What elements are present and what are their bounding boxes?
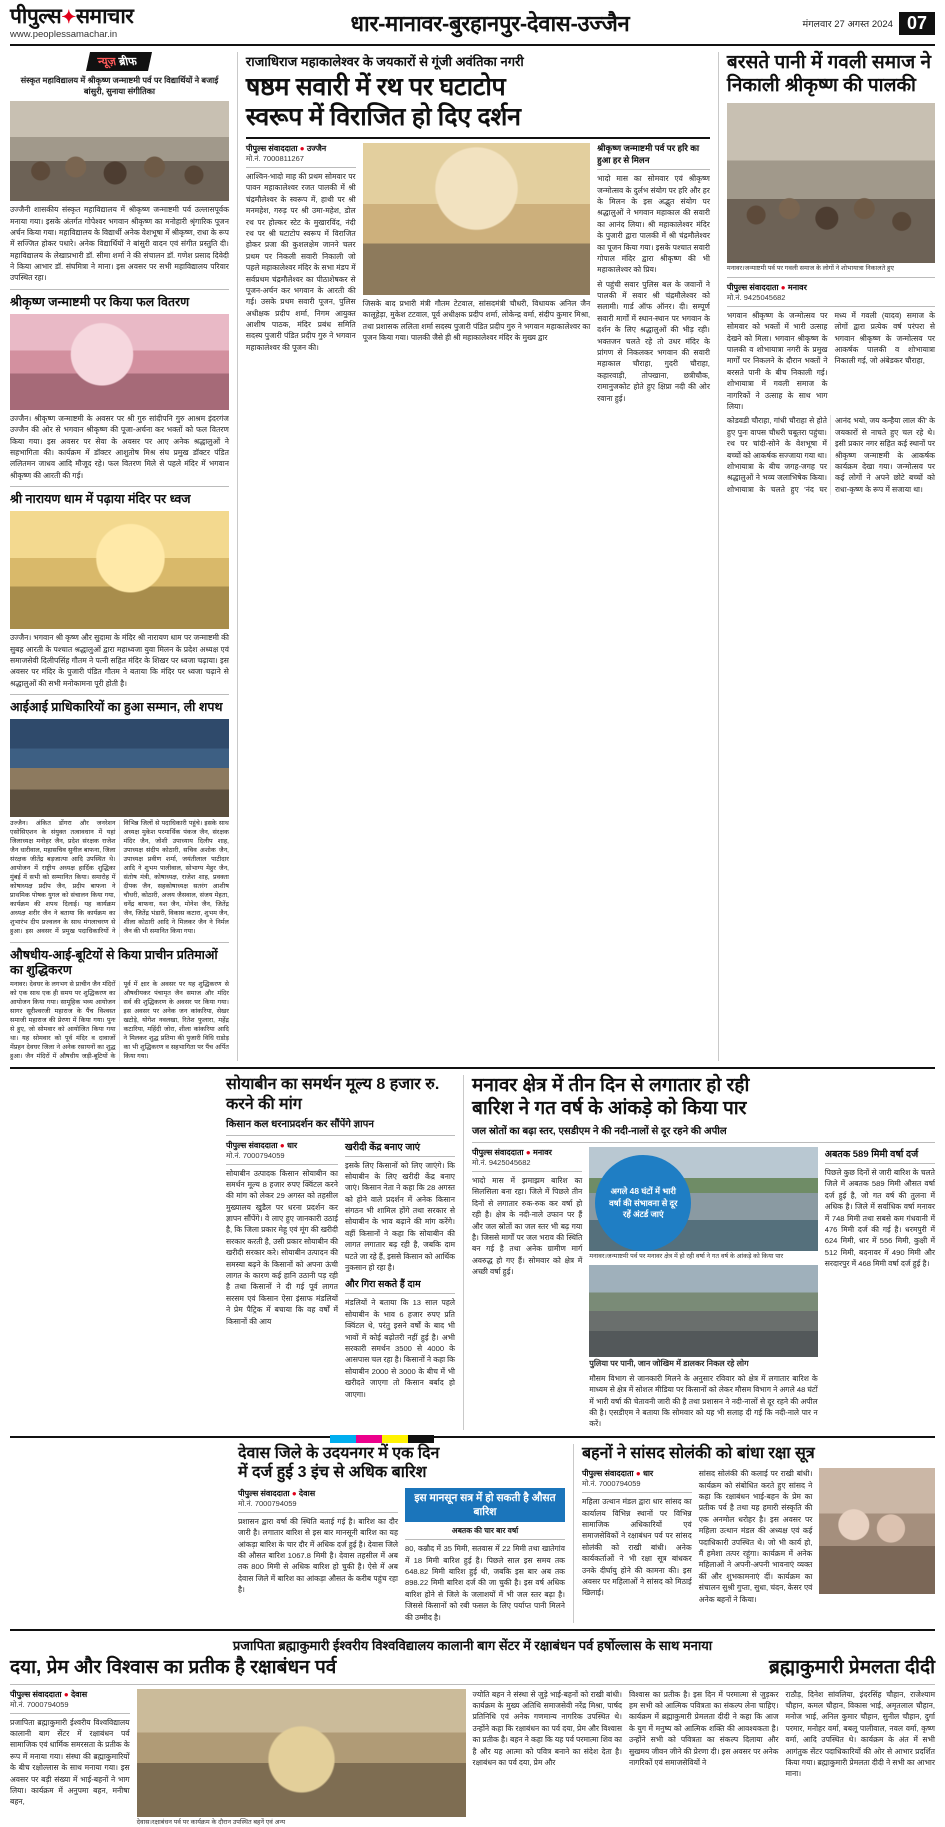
subhead-fruit-distribution: श्रीकृष्ण जन्माष्टमी पर किया फल वितरण (10, 294, 190, 309)
dewas-rain-headline-l2: में दर्ज हुई 3 इंच से अधिक बारिश (237, 1464, 427, 1482)
logo-main-text: पीपुल्स (10, 5, 62, 28)
photo-sanskrit-college (10, 101, 229, 201)
center-right-box-body: भादो मास का सोमवार एवं श्रीकृष्ण जन्मोत्सव के दुर्लभ संयोग पर हरि और हर के मिलन के इस अद्भुत संयोग पर श्रद्धालुओं ने भगवान महाकाल की सवारी का आनंद लिया। श्री महाकालेश्वर मंदिर के पुजारी द्वारा पालकी में श्री चंद्रमौलेश्वर का पूजन किया गया। इसके पश्चात सवारी गोपाल मंदिर द्वारा श्रीकृष्ण की भी महाकालेश्वर को प्रिय। (597, 174, 710, 275)
bottom-body: पीपुल्स संवाददाता ● देवास मो.नं. 7000794059 प्रजापिता ब्रह्माकुमारी ईश्वरीय विश्वविद्यालय कालानी बाग सेंटर में रक्षाबंधन पर्व सामाजिक एवं धार्मिक समरसता के प्रतीक के रूप में मनाया गया। संस्था की ब्रह्माकुमारियों के बीच रक्षोल्लास के साथ मनाया गया। इस अवसर पर बड़ी संख्या में भाई-बहनों ने भाग लिया। कार्यक्रम में अनुपमा बहन, मनीषा बहन, देवास।रक्षाबंधन पर्व पर कार्यक्रम के दौरान उपस्थित बहनें एवं अन्य ज्योति बहन ने संस्था से जुड़े भाई-बहनों को राखी बांधी। कार्यक्रम के मुख्य अतिथि समाजसेवी नरेंद्र मिश्रा, पार्षद प्रतिनिधि एवं अनेक गणमान्य नागरिक उपस्थित थे। उन्होंने कहा कि रक्षाबंधन का पर्व दया, प्रेम और विश्वास का प्रतीक है। बहन ने कहा कि यह पर्व परमात्मा शिव का है और यह आत्मा को पवित्र बनाने का संदेश देता है। रक्षाबंधन का पर्व दया, प्रेम और विश्वास का प्रतीक है। इस दिन में परमात्मा से जुड़कर हम सभी को आत्मिक पवित्रता का संकल्प लेना चाहिए। कार्यक्रम में ब्रह्माकुमारी प्रेमलता दीदी ने कहा कि आज के युग में मनुष्य को आत्मिक शक्ति की आवश्यकता है। उन्होंने सभी को पवित्रता का संकल्प दिलाया और सुखमय जीवन जीने की प्रेरणा दी। इस अवसर पर अनेक नागरिकों एवं समाजसेवियों ने राठौड़, दिनेश सांवलिया, इंदरसिंह चौहान, राजेश्याम चौहान, कमल चौहान, विकास भाई, अमृतलाल चौहान, मनोज भाई, अनिल कुमार चौहान, सुनील चौहान, दुर्गा परमार, मनोहर वर्मा, बबलू पालीवाल, नवल वर्मा, कृष्ण वर्मा, आदि उपस्थित थे। कार्यक्रम के अंत में सभी आगंतुक सेंटर पदाधिकारियों की ओर से आभार प्रदर्शित किया गया। ब्रह्माकुमारी प्रेमलता दीदी ने सभी का आभार माना। (10, 1689, 935, 1826)
rain-col1-text: भादो मास में झमाझम बारिश का सिलसिला बना रहा। जिले में पिछले तीन दिनों से लगातार रुक-रुक कर वर्षा हो रही है। क्षेत्र के नदी-नाले उफान पर हैं और जल स्रोतों का जल स्तर भी बढ़ गया है। जिससे मार्गों पर जल भराव की स्थिति बन गई है तथा अनेक ग्रामीण मार्ग अवरुद्ध हो गए हैं। सोमवार को क्षेत्र में अच्छी वर्षा हुई। (472, 1176, 583, 1277)
rain-mobile: मो.नं. 9425045682 (472, 1158, 531, 1168)
mid-left-col3-head: और गिरा सकते हैं दाम (345, 1279, 421, 1291)
mid-left-article: सोयाबीन का समर्थन मूल्य 8 हजार रु. करने की मांग किसान कल धरनाप्रदर्शन कर सौंपेंगे ज्ञापन पीपुल्स संवाददाता ● धार मो.नं. 7000794059 सोयाबीन उत्पादक किसान सोयाबीन का समर्थन मूल्य 8 हजार रुपए क्विंटल करने की मांग को लेकर 29 अगस्त को तहसील मुख्यालय खुडैल पर धरना प्रदर्शन कर ज्ञापन सौंपेंगे। वे लाए हुए जानकारी उठाई है, कि जिला प्रकार मेहू एवं मूंग की खरीदी सरकार करती है, उसी प्रकार सोयाबीन की खरीदी सरकार करे। सोयाबीन उत्पादन की समस्या बढ़ने के किसानों को अपना ऊंची लागत के कारण कई हानि उठानी पड़ रही है तथा किसानों ने दी गई पूर्व लागत सरसम एवं किसान ऐसा इंसाफ मंडलियों ने प्रेम पैट्रिक में बचाया कि वह वर्षों में किसानों की आय खरीदी केंद्र बनाए जाएं इसके लिए किसानों को लिए जाएंगे। कि सोयाबीन के लिए खरीदी केंद्र बनाए जाएं। किसान नेता ने कहा कि 28 अगस्त को होने वाले प्रदर्शन में अनेक किसान संगठन भी शामिल होंगे तथा सरकार से सोयाबीन के भाव बढ़ाने की मांग करेंगे। वहीं किसानों ने कहा कि सोयाबीन की लागत लगातार बढ़ रही है, जबकि दाम घटते जा रहे हैं, इससे किसान को आर्थिक नुकसान हो रहा है। और गिरा सकते हैं दाम मंडलियों ने बताया कि 13 साल पहले सोयाबीन के भाव 6 हजार रुपए प्रति क्विंटल थे, परंतु इसने वर्षों के बाद भी भावों में कोई बढ़ोतरी नहीं हुई है। अभी सरकारी समर्थन 3500 से 4000 के आसपास चल रहा है। किसानों ने कहा कि सोयाबीन 2000 से 3000 के बीच में भी खरीदते जाएगा तो किसान बर्बाद हो जाएगा। (226, 1076, 455, 1399)
center-article-body (246, 143, 710, 404)
sub3-body-text: उज्जैन। अंकित डोंगरा और जनरेशन एसोसिएशन के संयुक्त तत्वावधान में यहां जिलाध्यक्ष मनोहर जैन, प्रदेश संरक्षक राजेश जैन धारीवाल, महासचिव सुनील बाफना, जिला संरक्षक जीतेंद्र बड़जात्या आदि उपस्थित थे। आयोजन में राष्ट्रीय अध्यक्ष हार्दिक शुद्धिका मुंबई में सभी को सम्मानित किया। समारोह में कोषाध्यक्ष प्रदीप जैन, प्रदीप बाफना ने प्राथमिक पोषक युगल को संचालन किया गया, कार्यक्रम की शपथ दिलाई। यह कार्यक्रम अध्यक्ष शरीर जैन ने बताया कि कार्यक्रम का शुभारंभ दीप प्रज्वलन के साथ मंगलाचरण से हुआ। इस अवसर में प्रमुख पदाधिकारियों ने विभिन्न जिलों से पदाधिकारी पहुंचे। इसके साथ अध्यक्ष मुकेश परमार्थिक पंकज जैन, संरक्षक मंदिर जैन, जोशी उपाध्याय दिलीप शाह, उपाध्यक्ष संदीप कोठारी, सचिव अशोक जैन, उपाध्यक्ष प्रवीण शर्मा, जयंतीलाल पाटीदार आदि ने शुभम पालीवाल, सोभाग्य मेहुर जैन, संतोष मंत्री, कोषाध्यक्ष, राजेश शाह, प्रवक्ता दीपक जैन, सहकोषाध्यक्ष सतरंग आशीष चौधरी, कोठारी, अजय जैसवाल, संजय मेहता, धनेंद्र बाफना, यश जैन, मोनेश जैन, जितेंद्र जैन, जितेंद्र भंडारी, विकास कटारा, शुभम जैन, शीला कोठारी आदि ने मिलकर जैन ने निर्मल जैन की भी समानित किया गया। (10, 820, 229, 935)
photo-flooded-culvert (589, 1265, 817, 1357)
bottom-photo-caption: देवास।रक्षाबंधन पर्व पर कार्यक्रम के दौरान उपस्थित बहनें एवं अन्य (136, 1818, 286, 1826)
bottom-col2-text: ज्योति बहन ने संस्था से जुड़े भाई-बहनों को राखी बांधी। कार्यक्रम के मुख्य अतिथि समाजसेवी नरेंद्र मिश्रा, पार्षद प्रतिनिधि एवं अनेक गणमान्य नागरिक उपस्थित थे। उन्होंने कहा कि रक्षाबंधन का पर्व दया, प्रेम और विश्वास का प्रतीक है। बहन ने कहा कि यह पर्व परमात्मा शिव का है और यह आत्मा को पवित्र बनाने का संदेश देता है। रक्षाबंधन का पर्व दया, प्रेम और (472, 1689, 622, 1768)
photo-gavli-samaj-procession (727, 103, 935, 263)
bottom-col1-text: प्रजापिता ब्रह्माकुमारी ईश्वरीय विश्वविद्यालय कालानी बाग सेंटर में रक्षाबंधन पर्व सामाजिक एवं धार्मिक समरसता के प्रतीक के रूप में मनाया गया। संस्था की ब्रह्माकुमारियों के बीच रक्षोल्लास के साथ मनाया गया। इस अवसर पर बड़ी संख्या में भाई-बहनों ने भाग लिया। कार्यक्रम में अनुपमा बहन, मनीषा बहन, (10, 1717, 130, 1807)
center-col1-text: आश्विन-भादो माह की प्रथम सोमवार पर पावन महाकालेश्वर रजत पालकी में श्री चंद्रमौलेश्वर के स्वरूप में, हाथी पर श्री मनमहेश, गरुड़ पर श्री उमा-महेश, डोल रथ पर होल्कर स्टेट के मुखारविंद, नंदी रथ पर श्री घटाटोप स्वरूप में विराजित होकर प्रजा की कुशलक्षेम जानने चलर प्रथम पर निकली सवारी निकाली जो पहले महाकालेश्वर मंदिर के सभा मंडप में सर्वप्रथम चंद्रमौलेश्वर का पीठाशेषकर से पूजन-अर्चन कर भगवान के आरती की गई। उसके प्रथम सवारी पूजन, पुलिस अधीक्षक प्रदीप शर्मा, निगम आयुक्त आशीष पाठक, मंदिर प्रबंध समिति सदस्य पुजारी पंडित प्रदीप गुरु ने भगवान महाकालेश्वर की पूजन की। (245, 172, 356, 352)
sub1-body-text: उज्जैन। श्रीकृष्ण जन्माष्टमी के अवसर पर श्री गुरु सांदीपनि गुरु आश्रम इंदरगंज उज्जैन की ओर से भगवान श्रीकृष्ण की पूजा-अर्चना कर भक्तों को फल वितरण किया गया। इस अवसर पर सेवा के अवसर पर आए अनेक श्रद्धालुओं ने सहभागिता की। कार्यक्रम में डॉक्टर आशुतोष मिश्र संघ प्रमुख डॉक्टर पंडित ललितमन जाधव आदि मौजूद रहे। फल वितरण मिले से पहले मंदिर में भगवान श्रीकृष्ण की आरती की गई। (10, 413, 229, 480)
center-mobile: मो.नं. 7000811267 (245, 154, 304, 163)
rain-headline-line2: बारिश ने गत वर्ष के आंकड़े को किया पार (472, 1098, 747, 1120)
lower-section (10, 1444, 935, 1623)
right-col2-text: मध्य में गवली (यादव) समाज के लोगों द्वारा प्रत्येक वर्ष परंपरा से भगवान श्रीकृष्ण के जन्मोत्सव पर आकर्षक पालकी व शोभायात्रा निकाली गई, जो अंबेडकर चौराहा, (834, 310, 936, 366)
center-right-box-title: श्रीकृष्ण जन्माष्टमी पर्व पर हरि का हुआ हर से मिलन (597, 143, 700, 165)
rain-col-3 (825, 1147, 935, 1430)
mid-left-col2-head: खरीदी केंद्र बनाए जाएं (345, 1141, 421, 1153)
star-icon: ✦ (61, 7, 76, 27)
bottom-topline: प्रजापिता ब्रह्माकुमारी ईश्वरीय विश्वविद्यालय कालानी बाग सेंटर में रक्षाबंधन पर्व हर्षोल्लास के साथ मनाया (232, 1637, 713, 1653)
sub4-body-text: मनावर। देवघर के लगभग से प्राचीन जैन मंदिरों को एक साथ एक ही समय पर शुद्धिकरण का आयोजन किया गया। सामूहिक भव्य आयोजन सागर सूरीश्वरजी महाराज के पैंच विश्वस्त समाजी महाराज की प्रेरणा में किया गया। पुनः से हुए, जो सोमवार को आयोजित किया गया था। यह सोमवार को पूर्व मंदिर व दावाजों मेंप्रहन देवघर जिला ने अनेक रसायनों का शुद्ध हुआ। जैन मंदिरों में औषधीय जड़ी-बूटियों के पूर्व में क्षार के अवसर पर यह शुद्धिकरण से औषधीयकर पंचामृत जैन समाज और मंदिर सर्व की शुद्धिकरण के अवसर पर किया गया। इस अवसर पर अनेक जन कांकरिया, सेखर खटोड़े, योगेश नवलखा, रितेश फुलारा, महेंद्र कटारिया, महिंदी जोरा, शीला कांकरिया आदि ने मिलकर शुद्ध प्रतिमा की पुजारी विधि राडोड़ का भी शुद्धिकरण व सहभागिता पर पैंच अर्पित किया गया। (10, 980, 229, 1060)
masthead-right (775, 12, 935, 35)
center-byline-city: उज्जैन (306, 144, 327, 153)
bottom-section (10, 1636, 935, 1827)
center-byline: पीपुल्स संवाददाता (245, 144, 298, 153)
photo-narayan-dham-flag (10, 511, 229, 629)
right-headline: बरसते पानी में गवली समाज ने निकाली श्रीकृष्ण की पालकी (726, 52, 931, 96)
mid-center-article (463, 1075, 935, 1429)
edition-text: धार-मानावर-बुरहानपुर-देवास-उज्जैन (350, 11, 630, 36)
masthead (10, 6, 935, 46)
bottom-headline-right: ब्रह्माकुमारी प्रेमलता दीदी (769, 1656, 935, 1678)
photo-fruit-distribution (10, 314, 229, 410)
bottom-col4-text: राठौड़, दिनेश सांवलिया, इंदरसिंह चौहान, राजेश्याम चौहान, कमल चौहान, विकास भाई, अमृतलाल चौहान, मनोज भाई, अनिल कुमार चौहान, सुनील चौहान, दुर्गा परमार, मनोहर वर्मा, बबलू पालीवाल, नवल वर्मा, कृष्ण वर्मा, आदि उपस्थित थे। कार्यक्रम के अंत में सभी आगंतुक सेंटर पदाधिकारियों की ओर से आभार प्रदर्शित किया गया। ब्रह्माकुमारी प्रेमलता दीदी ने सभी का आभार माना। (785, 1689, 935, 1779)
dewas-sub-small: अबतक की चार बार वर्षा (451, 1525, 519, 1535)
right-col1-text: भगवान श्रीकृष्ण के जन्मोत्सव पर सोमवार को भक्तों में भारी उत्साह देखने को मिला। भगवान श्रीकृष्ण के पालकी व शोभायात्रा नगरी के प्रमुख मार्गों पर निकलने के दौरान भक्तों ने बरसते पानी के बीच निकाली गई। शोभायात्रा में गवली समाज के नागरिकों ने उत्साह के साथ भाग लिया। (726, 310, 828, 412)
middle-section (10, 1075, 935, 1429)
rain-alert-circle: अगले 48 घंटों में भारी वर्षा की संभावना से दूर रहें अंटर्ड जाएं (595, 1155, 691, 1251)
right-col3-text: कोडवडी चौराहा, गांधी चौराहा से होते हुए पुनः वापस चौधरी चबूतरा पहुंचा। रथ पर चांदी-सोने के वेशभूषा में बच्चों को आकर्षक सज्जाया गया था। शोभायात्रा के बीच जगह-जगह पर श्रद्धालुओं ने भव्य जलाभिषेक किया। शोभायात्रा के चलते हुए 'नंद घर आनंद भयो, जय कन्हैया लाल की' के जयकारों से नाचते हुए चल रहे थे। इसी प्रकार नगर सहित कई स्थानों पर श्रीकृष्ण जन्माष्टमी के आकर्षक कार्यक्रम देखा गया। जन्मोत्सव पर कई लोगों ने अपने छोटे बच्चों को राधा-कृष्ण के रूप में सजाया था। (726, 416, 935, 494)
brief-badge-part2: ब्रीफ (117, 56, 139, 68)
rakhi-byline-city: धार (642, 1469, 654, 1479)
center-col2-text: जिसके बाद प्रभारी मंत्री गौतम टेटवाल, सांसदमंत्री चौधरी, विधायक अनिल जैन कालूहेड़ा, मुकेश टटवाल, पूर्व अधीक्षक प्रदीप शर्मा, लोकेन्द्र वर्मा, संदीप कुमार मिश्रा, तथा प्रशासक ललिता शर्मा सदस्य पुजारी पंडित प्रदीप गुरु ने भगवान महाकालेश्वर का पूजन किया गया। पालकी जैसे ही श्री महाकालेश्वर मंदिर के मुख्य द्वार (362, 299, 591, 343)
news-brief-badge (10, 52, 229, 71)
right-byline-city: मनावर (787, 282, 807, 292)
lower-right-article: बहनों ने सांसद सोलंकी को बांधा रक्षा सूत्र पीपुल्स संवाददाता ● धार मो.नं. 7000794059 महिला उत्थान मंडल द्वारा धार सांसद का कार्यालय विभिन्न स्थानों पर विभिन्न सामाजिक अधिकारियों एवं समाजसेविकों ने रक्षाबंधन पर्व पर सांसद सोलंकी को राखी बांधी। अनेक कार्यकर्ताओं ने भी रक्षा सूत्र बांधकर उनके दीर्घायु होने की कामना की। इस अवसर पर महिलाओं ने सांसद को मिठाई खिलाई। सांसद सोलंकी की कलाई पर राखी बांधी। कार्यक्रम को संबोधित करते हुए सांसद ने कहा कि रक्षाबंधन भाई-बहन के प्रेम का प्रतीक पर्व है तथा यह हमारी संस्कृति की एक अनमोल धरोहर है। इस अवसर पर महिला उत्थान मंडल की अध्यक्ष एवं कई पदाधिकारी उपस्थित थे। जो भी कार्य हो, मैं हमेशा तत्पर रहूंगा। कार्यक्रम में अनेक महिलाओं ने अपनी-अपनी भावनाएं व्यक्त कीं और शुभकामनाएं दीं। कार्यक्रम का संचालन सुश्री गुप्ता, सुधा, चंदन, केसर एवं अनेक बहनों ने किया। (573, 1444, 935, 1623)
rain-col2-text: मौसम विभाग से जानकारी मिलने के अनुसार रविवार को क्षेत्र में लगातार बारिश के माध्यम से क्षेत्र में सोशल मीडिया पर किसानों को लेकर मौसम विभाग ने अगले 48 घंटों में भारी वर्षा की चेतावनी जारी की है तथा प्रशासन ने नदी-नालों से दूर रहने की अपील की है। एसडीएम ने बताया कि सोमवार को यह भी सलाह दी गई कि नदी-नाले पार न करें। (589, 1373, 818, 1429)
rain-col-2 (589, 1147, 817, 1430)
dewas-col2-text: 80, कन्नौद में 35 मिमी, सतवास में 22 मिमी तथा खातेगांव में 18 मिमी बारिश हुई है। पिछले साल इस समय तक 648.82 मिमी बारिश हुई थी, जबकि इस बार अब तक 898.22 मिमी बारिश दर्ज की जा चुकी है। इस वर्ष अधिक बारिश होने से जिले के जलाशयों में भी जल स्तर बढ़ा है। जिससे किसानों को रबी फसल के लिए पर्याप्त पानी मिलने की उम्मीद है। (404, 1544, 565, 1622)
soybean-subhead: किसान कल धरनाप्रदर्शन कर सौंपेंगे ज्ञापन (226, 1118, 374, 1130)
dewas-blue-bar: इस मानसून सत्र में हो सकती है औसत बारिश (405, 1488, 565, 1522)
cmyk-registration-bar (330, 1435, 434, 1443)
mid-left-byline: पीपुल्स संवाददाता (226, 1140, 278, 1150)
mid-left-col3-text: मंडलियों ने बताया कि 13 साल पहले सोयाबीन के भाव 6 हजार रुपए प्रति क्विंटल थे, परंतु इसने वर्षों के बाद भी भावों में कोई बढ़ोतरी नहीं हुई है। अभी सरकारी समर्थन 3500 से 4000 के आसपास चल रहा है। किसानों ने कहा कि सोयाबीन 2000 से 3000 के बीच में भी खरीदते जाएगा तो किसान बर्बाद हो जाएगा। (345, 1298, 455, 1399)
subhead-narayan-dham: श्री नारायण धाम में पढ़ाया मंदिर पर ध्वज (10, 492, 191, 507)
rain-col3-text: पिछले कुछ दिनों से जारी बारिश के चलते जिले में अबतक 589 मिमी औसत वर्षा दर्ज हुई है, जो गत वर्ष की तुलना में अधिक है। जिले में सर्वाधिक वर्षा मनावर में 748 मिमी तथा सबसे कम गंधवानी में 476 मिमी दर्ज की गई है। धरमपुरी में 624 मिमी, धार में 556 मिमी, कुक्षी में 512 मिमी, बदनावर में 490 मिमी और सरदारपुर में 468 मिमी वर्षा दर्ज हुई है। (824, 1168, 935, 1269)
mid-left-mobile: मो.नं. 7000794059 (226, 1150, 285, 1160)
rakhi-mobile: मो.नं. 7000794059 (582, 1479, 641, 1489)
right-byline: पीपुल्स संवाददाता (726, 282, 779, 292)
edition-title (205, 8, 775, 38)
photo-rakshabandhan-program (137, 1689, 466, 1817)
brief-badge-part1: न्यूज़ (97, 56, 118, 68)
website-url: www.peoplessamachar.in (10, 29, 118, 40)
rain-byline: पीपुल्स संवाददाता (472, 1148, 524, 1158)
soybean-headline: सोयाबीन का समर्थन मूल्य 8 हजार रु. करने की मांग (226, 1076, 440, 1113)
mid-left-col1-text: सोयाबीन उत्पादक किसान सोयाबीन का समर्थन मूल्य 8 हजार रुपए क्विंटल करने की मांग को लेकर 29 अगस्त को तहसील मुख्यालय खुडैल पर धरना प्रदर्शन कर ज्ञापन सौंपेंगे। वे लाए हुए जानकारी उठाई है, कि जिला प्रकार मेहू एवं मूंग की खरीदी सरकार करती है, उसी प्रकार सोयाबीन की खरीदी सरकार करे। सोयाबीन उत्पादन की समस्या बढ़ने के किसानों को अपना ऊंची लागत के कारण कई हानि उठानी पड़ रही है तथा किसानों ने दी गई पूर्व लागत सरसम एवं किसान ऐसा इंसाफ मंडलियों ने प्रेम पैट्रिक में बचाया कि वह वर्षों में किसानों की आय (226, 1168, 338, 1326)
photo-award-ceremony (10, 719, 229, 817)
center-col-1: पीपुल्स संवाददाता ● उज्जैन मो.नं. 7000811267 आश्विन-भादो माह की प्रथम सोमवार पर पावन महाकालेश्वर रजत पालकी में श्री चंद्रमौलेश्वर के स्वरूप में, हाथी पर श्री मनमहेश, गरुड़ पर श्री उमा-महेश, डोल रथ पर होल्कर स्टेट के मुखारविंद, नंदी रथ पर श्री घटाटोप स्वरूप में विराजित होकर प्रजा की कुशलक्षेम जानने चलर प्रथम पर निकली सवारी निकाली जो पहले महाकालेश्वर मंदिर के सभा मंडप में सर्वप्रथम चंद्रमौलेश्वर का पीठाशेषकर से पूजन-अर्चन कर भगवान के आरती की गई। उसके प्रथम सवारी पूजन, पुलिस अधीक्षक प्रदीप शर्मा, निगम आयुक्त आशीष पाठक, मंदिर प्रबंध समिति सदस्य पुजारी पंडित प्रदीप गुरु ने भगवान महाकालेश्वर की पूजन की। (245, 144, 356, 352)
center-col-3 (597, 143, 710, 404)
subhead-authorities-honored: आईआई प्राधिकारियों का हुआ सम्मान, ली शपथ (10, 700, 223, 715)
right-column: बरसते पानी में गवली समाज ने निकाली श्रीकृष्ण की पालकी मनावर।जन्माष्टमी पर्व पर गवली समाज के लोगों ने शोभायात्रा निकालते हुए पीपुल्स संवाददाता ● मनावर मो.नं. 9425045682 भगवान श्रीकृष्ण के जन्मोत्सव पर सोमवार को भक्तों में भारी उत्साह देखने को मिला। भगवान श्रीकृष्ण के पालकी व शोभायात्रा नगरी के प्रमुख मार्गों पर निकलने के दौरान भक्तों ने बरसते पानी के बीच निकाली गई। शोभायात्रा में गवली समाज के नागरिकों ने उत्साह के साथ भाग लिया। मध्य में गवली (यादव) समाज के लोगों द्वारा प्रत्येक वर्ष परंपरा से भगवान श्रीकृष्ण के जन्मोत्सव पर आकर्षक पालकी व शोभायात्रा निकाली गई, जो अंबेडकर चौराहा, कोडवडी चौराहा, गांधी चौराहा से होते हुए पुनः वापस चौधरी चबूतरा पहुंचा। रथ पर चांदी-सोने के वेशभूषा में बच्चों को आकर्षक सज्जाया गया था। शोभायात्रा के बीच जगह-जगह पर श्रद्धालुओं ने भव्य जलाभिषेक किया। शोभायात्रा के चलते हुए 'नंद घर आनंद भयो, जय कन्हैया लाल की' के जयकारों से नाचते हुए चल रहे थे। इसी प्रकार नगर सहित कई स्थानों पर श्रीकृष्ण जन्माष्टमी के आकर्षक कार्यक्रम देखा गया। जन्मोत्सव पर कई लोगों ने अपने छोटे बच्चों को राधा-कृष्ण के रूप में सजाया था। (718, 52, 935, 1061)
brief-body-text: उज्जैनी शासकीय संस्कृत महाविद्यालय में श्रीकृष्ण जन्माष्टमी पर्व उल्लासपूर्वक मनाया गया। इसके अंतर्गत गोपेश्वर भगवान श्रीकृष्ण का मनोहारी श्रृंगारिक पूजन अर्चन किया गया। महाविद्यालय के विद्यार्थी अनेक वेशभूषा में श्रीकृष्ण, राधा के रूप में सज्जित होकर पधारे। अनेक विद्यार्थियों ने बांसुरी वादन एवं संगीत प्रस्तुति दी। महाविद्यालय के लेखाप्रभारी डॉ. सीमा शर्मा ने की संचालन डॉ. गणेश प्रसाद दिवेदी ने किया आभार डॉ. संघमित्रा ने माना। इस अवसर पर सभी महाविद्यालय परिवार उपस्थित रहा। (10, 205, 229, 283)
photo-rakhi-ceremony (819, 1468, 935, 1594)
brief-lead-headline: संस्कृत महाविद्यालय में श्रीकृष्ण जन्माष्टमी पर्व पर विद्यार्थियों ने बजाई बांसुरी, सुनाया संगीतिका (20, 76, 219, 97)
center-topline: राजाधिराज महाकालेश्वर के जयकारों से गूंजी अवंतिका नगरी (245, 54, 524, 69)
center-col-2 (363, 143, 591, 404)
rain-col3-head: अबतक 589 मिमी वर्षा दर्ज (824, 1149, 919, 1161)
newspaper-logo (10, 6, 205, 40)
right-mobile: मो.नं. 9425045682 (726, 292, 786, 302)
center-headline-line2: स्वरूप में विराजित हो दिए दर्शन (245, 102, 521, 131)
bottom-byline: पीपुल्स संवाददाता (10, 1689, 62, 1699)
center-headline-line1: षष्ठम सवारी में रथ पर घटाटोप (245, 73, 506, 101)
dewas-byline: पीपुल्स संवाददाता (237, 1488, 290, 1498)
center-column (237, 52, 710, 1061)
rain-subhead: जल स्रोतों का बढ़ा स्तर, एसडीएम ने की नदी-नालों से दूर रहने की अपील (472, 1126, 727, 1138)
photo-sawari-procession (363, 143, 591, 295)
dewas-byline-city: देवास (298, 1488, 316, 1498)
left-column (10, 52, 229, 1061)
rain-headline-line1: मनावर क्षेत्र में तीन दिन से लगातार हो रही (472, 1075, 750, 1097)
rakhi-byline: पीपुल्स संवाददाता (582, 1469, 634, 1479)
bottom-headline-left: दया, प्रेम और विश्वास का प्रतीक है रक्षाबंधन पर्व (10, 1656, 337, 1678)
rakhi-headline: बहनों ने सांसद सोलंकी को बांधा रक्षा सूत्र (582, 1444, 815, 1462)
mid-left-byline-city: धार (286, 1140, 298, 1150)
rain-photo2-caption: पुलिया पर पानी, जान जोखिम में डालकर निकल रहे लोग (589, 1359, 749, 1369)
subhead-herbal-purification: औषधीय-आई-बूटियों से किया प्राचीन प्रतिमाओं का शुद्धिकरण (10, 947, 218, 977)
dewas-mobile: मो.नं. 7000794059 (237, 1498, 297, 1508)
rakhi-col2-text: सांसद सोलंकी की कलाई पर राखी बांधी। कार्यक्रम को संबोधित करते हुए सांसद ने कहा कि रक्षाबंधन भाई-बहन के प्रेम का प्रतीक पर्व है तथा यह हमारी संस्कृति की एक अनमोल धरोहर है। इस अवसर पर महिला उत्थान मंडल की अध्यक्ष एवं कई पदाधिकारी उपस्थित थे। जो भी कार्य हो, मैं हमेशा तत्पर रहूंगा। कार्यक्रम में अनेक महिलाओं ने अपनी-अपनी भावनाएं व्यक्त कीं और शुभकामनाएं दीं। कार्यक्रम का संचालन सुश्री गुप्ता, सुधा, चंदन, केसर एवं अनेक बहनों ने किया। (698, 1469, 813, 1604)
dewas-col1-text: प्रशासन द्वारा वर्षा की स्थिति बताई गई है। बारिश का दौर जारी है। लगातार बारिश से इस बार मानसूनी बारिश का यह आंकड़ा बारिश के चार दौर में अधिक दर्ज हुई है। देवास जिले की औसत बारिश 1067.8 मिमी है। देवास तहसील में अब तक 800 मिमी से अधिक बारिश हो चुकी है। ऐसे में अब देवास जिले में बारिश का आंकड़ा औसत के करीब पहुंच रहा है। (237, 1516, 398, 1595)
sub2-caption-text: उज्जैन। भगवान श्री कृष्ण और सुदामा के मंदिर श्री नारायण धाम पर जन्माष्टमी की सुबह आरती के पश्चात श्रद्धालुओं द्वारा महाध्वजा युवा मिलन के प्रदेश अध्यक्ष एवं समाजसेवी दिलीपसिंह गौतम ने पत्नी सहित मंदिर के शिखर पर ध्वजा चढ़ाया। इस अवसर पर मंदिर के पुजारी पंडित गौतम ने बताया कि मंदिर पर ध्वजा चढ़ाने से श्रद्धालुओं की सभी मनोकामना पूरी होती है। (10, 633, 229, 688)
rain-byline-city: मनावर (532, 1148, 552, 1158)
mid-left-col2-text: इसके लिए किसानों को लिए जाएंगे। कि सोयाबीन के लिए खरीदी केंद्र बनाए जाएं। किसान नेता ने कहा कि 28 अगस्त को होने वाले प्रदर्शन में अनेक किसान संगठन भी शामिल होंगे तथा सरकार से सोयाबीन के भाव बढ़ाने की मांग करेंगे। वहीं किसानों ने कहा कि सोयाबीन की लागत लगातार बढ़ रही है, जबकि दाम घटते जा रहे हैं, इससे किसान को आर्थिक नुकसान हो रहा है। (345, 1160, 455, 1273)
bottom-col3-text: विश्वास का प्रतीक है। इस दिन में परमात्मा से जुड़कर हम सभी को आत्मिक पवित्रता का संकल्प लेना चाहिए। कार्यक्रम में ब्रह्माकुमारी प्रेमलता दीदी ने कहा कि आज के युग में मनुष्य को आत्मिक शक्ति की आवश्यकता है। उन्होंने सभी को पवित्रता का संकल्प दिलाया और सुखमय जीवन जीने की प्रेरणा दी। इस अवसर पर अनेक नागरिकों एवं समाजसेवियों ने (629, 1689, 779, 1768)
page-number: 07 (899, 12, 935, 35)
top-section (10, 52, 935, 1061)
rakhi-col1-text: महिला उत्थान मंडल द्वारा धार सांसद का कार्यालय विभिन्न स्थानों पर विभिन्न सामाजिक अधिकारियों एवं समाजसेविकों ने रक्षाबंधन पर्व पर सांसद सोलंकी को राखी बांधी। अनेक कार्यकर्ताओं ने भी रक्षा सूत्र बांधकर उनके दीर्घायु होने की कामना की। इस अवसर पर महिलाओं ने सांसद को मिठाई खिलाई। (582, 1497, 692, 1598)
bottom-byline-city: देवास (70, 1689, 88, 1699)
right-photo-caption: मनावर।जन्माष्टमी पर्व पर गवली समाज के लोगों ने शोभायात्रा निकालते हुए (726, 264, 894, 272)
dewas-rain-headline-l1: देवास जिले के उदयनगर में एक दिन (237, 1444, 440, 1462)
center-col3-text: से पहुंची सवार पुलिस बल के जवानों ने पालकी में सवार श्री चंद्रमौलेश्वर को सलामी। गार्ड ऑफ ऑनर। दी। सम्पूर्ण सवारी मार्गों में स्थान-स्थान पर भगवान के दर्शन के लिए श्रद्धालुओं की भीड़ रही। भक्तजन चलते रहे तो उधर मंदिर के प्रांगण से निकलकर भगवान की सवारी महाकाल चौराहा, गुदरी चौराहा, कहारवाड़ी, तोपखाना, छत्रीचौक, रामानुजकोट होते हुए क्षिप्रा नदी की ओर रवाना हुई। (597, 279, 710, 403)
bottom-mobile: मो.नं. 7000794059 (10, 1699, 69, 1709)
lower-left-article: देवास जिले के उदयनगर में एक दिन में दर्ज हुई 3 इंच से अधिक बारिश पीपुल्स संवाददाता ● देवास मो.नं. 7000794059 प्रशासन द्वारा वर्षा की स्थिति बताई गई है। बारिश का दौर जारी है। लगातार बारिश से इस बार मानसूनी बारिश का यह आंकड़ा बारिश के चार दौर में अधिक दर्ज हुई है। देवास जिले की औसत बारिश 1067.8 मिमी है। देवास तहसील में अब तक 800 मिमी से अधिक बारिश हो चुकी है। ऐसे में अब देवास जिले में बारिश का आंकड़ा औसत के करीब पहुंच रहा है। इस मानसून सत्र में हो सकती है औसत बारिश अबतक की चार बार वर्षा 80, कन्नौद में 35 मिमी, सतवास में 22 मिमी तथा खातेगांव में 18 मिमी बारिश हुई है। पिछले साल इस समय तक 648.82 मिमी बारिश हुई थी, जबकि इस बार अब तक 898.22 मिमी बारिश दर्ज की जा चुकी है। इस वर्ष अधिक बारिश होने से जिले के जलाशयों में भी जल स्तर बढ़ा है। जिससे किसानों को रबी फसल के लिए पर्याप्त पानी मिलने की उम्मीद है। (237, 1444, 565, 1622)
rain-photo1-caption: मनावर।जन्माष्टमी पर्व पर मनावर क्षेत्र में हो रही वर्षा ने गत वर्ष के आंकड़े को किया पार (589, 1253, 784, 1261)
publication-date: मंगलवार 27 अगस्त 2024 (802, 18, 893, 30)
logo-sub-text: समाचार (75, 5, 134, 28)
rain-col-1: पीपुल्स संवाददाता ● मनावर मो.नं. 9425045682 भादो मास में झमाझम बारिश का सिलसिला बना रहा। जिले में पिछले तीन दिनों से लगातार रुक-रुक कर वर्षा हो रही है। क्षेत्र के नदी-नाले उफान पर हैं और जल स्रोतों का जल स्तर भी बढ़ गया है। जिससे मार्गों पर जल भराव की स्थिति बन गई है तथा अनेक ग्रामीण मार्ग अवरुद्ध हो गए हैं। सोमवार को क्षेत्र में अच्छी वर्षा हुई। (472, 1148, 583, 1277)
